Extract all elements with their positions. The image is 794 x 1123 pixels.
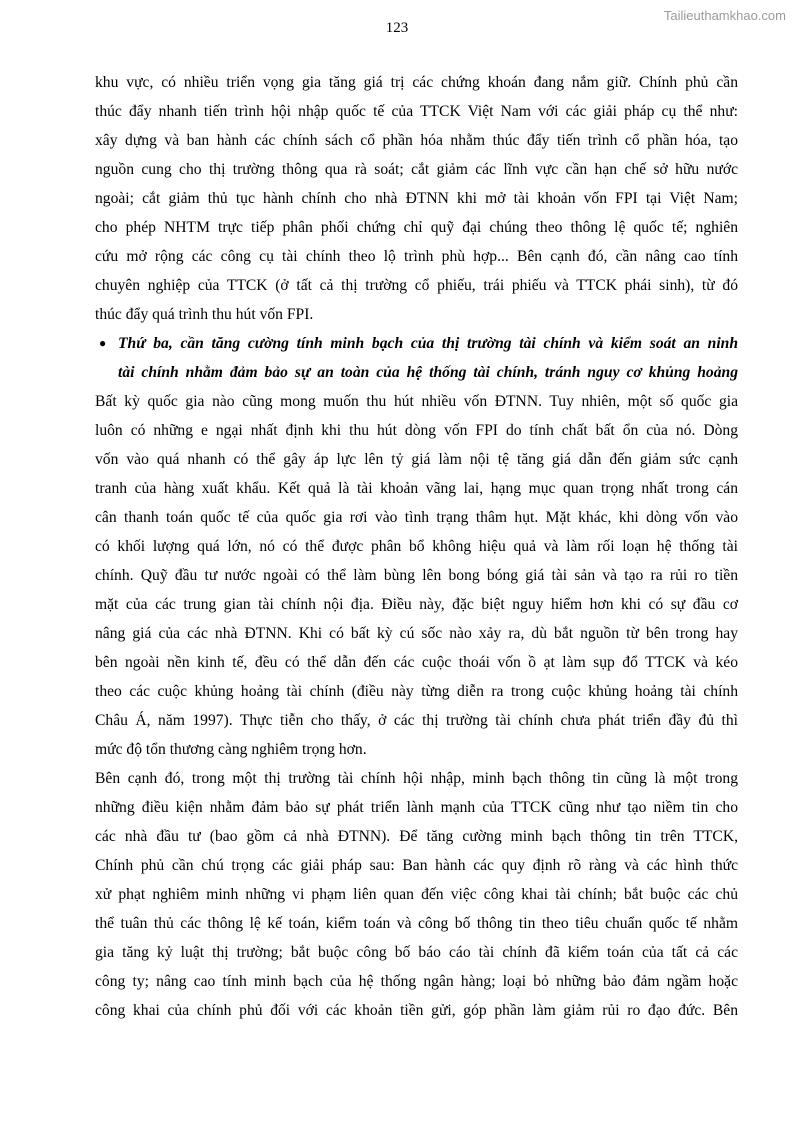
text-line: có khối lượng quá lớn, nó có thể được phân bổ không hiệu quả và làm rối loạn hệ thống tài bbox=[95, 538, 738, 555]
text-line: cân thanh toán quốc tế của quốc gia rơi vào tình trạng thâm hụt. Mặt khác, khi dòng vốn vào bbox=[95, 509, 738, 526]
text-line: theo các cuộc khủng hoảng tài chính (điều này từng diễn ra trong cuộc khủng hoảng tài chính bbox=[95, 683, 738, 700]
text-line: mặt của các trung gian tài chính nội địa. Điều này, đặc biệt nguy hiểm hơn khi có sự đầu cơ bbox=[95, 596, 738, 613]
text-line: Bên cạnh đó, trong một thị trường tài chính hội nhập, minh bạch thông tin cũng là một trong bbox=[95, 770, 738, 787]
text-line: luôn có những e ngại nhất định khi thu hút dòng vốn FPI do tính chất bất ổn của nó. Dòng bbox=[95, 422, 738, 439]
section-heading bbox=[95, 329, 738, 387]
text-line: công ty; nâng cao tính minh bạch của hệ thống ngân hàng; loại bỏ những bảo đảm ngầm hoặc bbox=[95, 973, 738, 990]
text-line: chính. Quỹ đầu tư nước ngoài có thể làm bùng lên bong bóng giá tài sản và tạo ra rủi ro tiền bbox=[95, 567, 738, 584]
text-line: bên ngoài nền kinh tế, đều có thể dẫn đến các cuộc thoái vốn ồ ạt làm sụp đổ TTCK và kéo bbox=[95, 654, 738, 671]
watermark: Tailieuthamkhao.com bbox=[663, 8, 786, 23]
text-line: tranh của hàng xuất khẩu. Kết quả là tài khoản vãng lai, hạng mục quan trọng nhất trong cán bbox=[95, 480, 738, 497]
text-line: xử phạt nghiêm minh những vi phạm liên quan đến việc công khai tài chính; bắt buộc các chủ bbox=[95, 886, 738, 903]
body-text bbox=[95, 68, 738, 1025]
text-line: mức độ tổn thương càng nghiêm trọng hơn. bbox=[95, 741, 367, 758]
paragraph-2 bbox=[95, 387, 738, 764]
text-line: cho phép NHTM trực tiếp phân phối chứng chỉ quỹ đại chúng theo thông lệ quốc tế; nghiên bbox=[95, 219, 738, 236]
text-line: nguồn cung cho thị trường thông qua rà soát; cắt giảm các lĩnh vực cần hạn chế sở hữu nước bbox=[95, 161, 738, 178]
text-line: nâng giá của các nhà ĐTNN. Khi có bất kỳ cú sốc nào xảy ra, dù bắt nguồn từ bên trong hay bbox=[95, 625, 738, 642]
bullet-icon: ● bbox=[99, 336, 107, 350]
text-line: ngoài; cắt giảm thủ tục hành chính cho nhà ĐTNN khi mở tài khoản vốn FPI tại Việt Nam; bbox=[95, 190, 738, 207]
text-line: Bất kỳ quốc gia nào cũng mong muốn thu hút nhiều vốn ĐTNN. Tuy nhiên, một số quốc gia bbox=[95, 393, 738, 410]
heading-text-1: Thứ ba, cần tăng cường tính minh bạch của thị trường tài chính và kiểm soát an ninh bbox=[118, 335, 738, 352]
text-line: xây dựng và ban hành các chính sách cổ phần hóa nhằm thúc đẩy tiến trình cổ phần hóa, tạo bbox=[95, 132, 738, 149]
text-line: vốn vào quá nhanh có thể gây áp lực lên tỷ giá làm nội tệ tăng giá dẫn đến giảm sức cạnh bbox=[95, 451, 738, 468]
text-line: gia tăng kỷ luật thị trường; bắt buộc công bố báo cáo tài chính đã kiểm toán của tất cả các bbox=[95, 944, 738, 961]
heading-line-2: tài chính nhằm đảm bảo sự an toàn của hệ thống tài chính, tránh nguy cơ khủng hoảng bbox=[118, 364, 738, 381]
heading-line-1 bbox=[95, 329, 738, 358]
paragraph-3 bbox=[95, 764, 738, 1025]
text-line: khu vực, có nhiều triển vọng gia tăng giá trị các chứng khoán đang nắm giữ. Chính phủ cần bbox=[95, 74, 738, 91]
text-line: các nhà đầu tư (bao gồm cả nhà ĐTNN). Để tăng cường minh bạch thông tin trên TTCK, bbox=[95, 828, 738, 845]
paragraph-1 bbox=[95, 68, 738, 329]
text-line: thể tuân thủ các thông lệ kế toán, kiểm toán và công bố thông tin theo tiêu chuẩn quốc tế nhằm bbox=[95, 915, 738, 932]
text-line: Châu Á, năm 1997). Thực tiễn cho thấy, ở các thị trường tài chính chưa phát triển đầy đủ thì bbox=[95, 712, 738, 729]
page-number: 123 bbox=[385, 20, 409, 36]
text-line: chuyên nghiệp của TTCK (ở tất cả thị trường cổ phiếu, trái phiếu và TTCK phái sinh), từ đó bbox=[95, 277, 738, 294]
text-line: cứu mở rộng các công cụ tài chính theo lộ trình phù hợp... Bên cạnh đó, cần nâng cao tính bbox=[95, 248, 738, 265]
text-line: thúc đẩy nhanh tiến trình hội nhập quốc tế của TTCK Việt Nam với các giải pháp cụ thể như: bbox=[95, 103, 738, 120]
text-line: Chính phủ cần chú trọng các giải pháp sau: Ban hành các quy định rõ ràng và các hình thức bbox=[95, 857, 738, 874]
text-line: thúc đẩy quá trình thu hút vốn FPI. bbox=[95, 306, 314, 323]
text-line: những điều kiện nhằm đảm bảo sự phát triển lành mạnh của TTCK cũng như tạo niềm tin cho bbox=[95, 799, 738, 816]
text-line: công khai của chính phủ đối với các khoản tiền gửi, góp phần làm giảm rủi ro đạo đức. Bên bbox=[95, 1002, 738, 1019]
